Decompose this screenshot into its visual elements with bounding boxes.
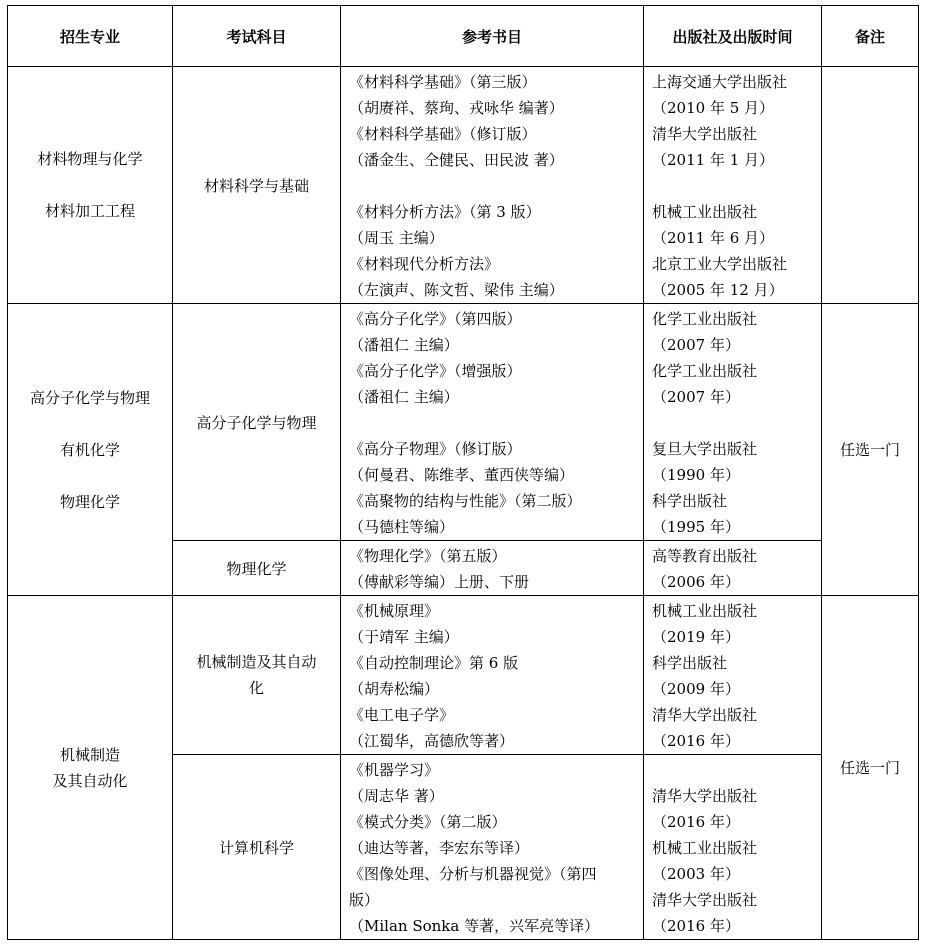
book-line: （潘金生、仝健民、田民波 著） — [349, 151, 564, 169]
book-line: （周玉 主编） — [349, 229, 444, 247]
header-note: 备注 — [822, 6, 919, 67]
book-line — [349, 173, 643, 199]
major-name: 高分子化学与物理 — [29, 388, 150, 407]
publisher-line: （2005 年 12 月） — [652, 281, 784, 299]
book-line: 《高聚物的结构与性能》（第二版） — [349, 492, 582, 510]
publisher-line: （2003 年） — [652, 865, 740, 883]
publisher-line: （2010 年 5 月） — [652, 99, 775, 117]
book-line: （潘祖仁 主编） — [349, 336, 459, 354]
publisher-line: （2011 年 6 月） — [652, 229, 775, 247]
publisher-line: 科学出版社 — [652, 654, 728, 672]
major-name: 机械制造 — [59, 745, 120, 764]
publisher-line: 北京工业大学出版社 — [652, 255, 788, 273]
note-cell — [822, 67, 919, 304]
book-line: 版） — [349, 891, 380, 909]
major-name: 材料物理与化学 — [37, 150, 143, 168]
major-cell — [8, 304, 173, 596]
publisher-line: 复旦大学出版社 — [652, 440, 758, 458]
subject-cell: 计算机科学 — [173, 755, 341, 940]
publisher-line: 机械工业出版社 — [652, 602, 758, 620]
publisher-line: （1995 年） — [652, 518, 740, 536]
admission-table — [7, 5, 919, 940]
subject-cell: 高分子化学与物理 — [173, 304, 341, 541]
books-cell — [341, 541, 644, 596]
books-cell — [341, 304, 644, 541]
subject-name-line: 化 — [248, 679, 264, 697]
book-line: （胡赓祥、蔡珣、戎咏华 编著） — [349, 99, 564, 117]
subject-cell: 材料科学与基础 — [173, 67, 341, 304]
book-line: 《材料科学基础》（修订版） — [349, 125, 537, 143]
book-line: （江蜀华，高德欣等著） — [349, 732, 515, 750]
book-line: （迪达等著，李宏东等译） — [349, 839, 530, 857]
books-cell — [341, 755, 644, 940]
publisher-line: 科学出版社 — [652, 492, 728, 510]
books-cell — [341, 596, 644, 755]
book-line: （马德柱等编） — [349, 518, 455, 536]
publisher-line: 化学工业出版社 — [652, 362, 758, 380]
header-subject: 考试科目 — [173, 6, 341, 67]
header-books: 参考书目 — [341, 6, 644, 67]
book-line: 《电工电子学》 — [349, 706, 455, 724]
book-line: （何曼君、陈维孝、董西侠等编） — [349, 466, 575, 484]
publisher-line: （2009 年） — [652, 680, 740, 698]
publisher-line — [652, 173, 821, 199]
major-cell — [8, 596, 173, 940]
book-line: 《机械原理》 — [349, 602, 440, 620]
book-line: （Milan Sonka 等著，兴军亮等译） — [349, 917, 600, 935]
header-row — [8, 6, 919, 67]
table-row — [8, 67, 919, 304]
book-line: 《图像处理、分析与机器视觉》（第四 — [349, 865, 597, 883]
book-line: 《材料分析方法》（第 3 版） — [349, 203, 541, 221]
publisher-line: （2011 年 1 月） — [652, 151, 775, 169]
subject-cell — [173, 596, 341, 755]
publisher-line: 上海交通大学出版社 — [652, 73, 788, 91]
subject-cell: 物理化学 — [173, 541, 341, 596]
publisher-line: 清华大学出版社 — [652, 706, 758, 724]
publisher-cell — [644, 596, 822, 755]
table-row — [8, 596, 919, 755]
publisher-cell — [644, 304, 822, 541]
publisher-line: 机械工业出版社 — [652, 839, 758, 857]
book-line: 《机器学习》 — [349, 761, 440, 779]
publisher-line: 清华大学出版社 — [652, 125, 758, 143]
book-line: 《物理化学》（第五版） — [349, 547, 507, 565]
book-line: 《自动控制理论》第 6 版 — [349, 654, 519, 672]
book-line: （左演声、陈文哲、梁伟 主编） — [349, 281, 564, 299]
publisher-cell — [644, 67, 822, 304]
major-name: 物理化学 — [59, 492, 120, 511]
major-cell — [8, 67, 173, 304]
publisher-line: 清华大学出版社 — [652, 787, 758, 805]
book-line — [349, 410, 643, 436]
book-line: （胡寿松编） — [349, 680, 440, 698]
publisher-cell — [644, 755, 822, 940]
books-cell — [341, 67, 644, 304]
publisher-cell — [644, 541, 822, 596]
book-line: （周志华 著） — [349, 787, 444, 805]
book-line: （潘祖仁 主编） — [349, 388, 459, 406]
book-line: 《模式分类》（第二版） — [349, 813, 507, 831]
book-line: （傅献彩等编）上册、下册 — [349, 573, 530, 591]
table-row — [8, 304, 919, 541]
header-publisher: 出版社及出版时间 — [644, 6, 822, 67]
book-line: 《材料科学基础》（第三版） — [349, 73, 537, 91]
publisher-line: （2007 年） — [652, 388, 740, 406]
book-line: （于靖军 主编） — [349, 628, 459, 646]
major-name: 材料加工工程 — [44, 202, 135, 220]
publisher-line: （2016 年） — [652, 732, 740, 750]
publisher-line: 高等教育出版社 — [652, 547, 758, 565]
book-line: 《高分子化学》（第四版） — [349, 310, 522, 328]
publisher-line — [652, 410, 821, 436]
publisher-line: 化学工业出版社 — [652, 310, 758, 328]
book-line: 《高分子化学》（增强版） — [349, 362, 522, 380]
subject-name-line: 机械制造及其自动 — [196, 653, 317, 671]
publisher-line: （1990 年） — [652, 466, 740, 484]
publisher-line: （2019 年） — [652, 628, 740, 646]
major-name: 有机化学 — [59, 440, 120, 459]
publisher-line: （2007 年） — [652, 336, 740, 354]
book-line: 《高分子物理》（修订版） — [349, 440, 522, 458]
publisher-line — [652, 757, 821, 783]
publisher-line: 机械工业出版社 — [652, 203, 758, 221]
book-line: 《材料现代分析方法》 — [349, 255, 500, 273]
note-cell: 任选一门 — [822, 596, 919, 940]
publisher-line: （2006 年） — [652, 573, 740, 591]
header-major: 招生专业 — [8, 6, 173, 67]
publisher-line: （2016 年） — [652, 917, 740, 935]
major-name: 及其自动化 — [52, 771, 128, 790]
publisher-line: （2016 年） — [652, 813, 740, 831]
publisher-line: 清华大学出版社 — [652, 891, 758, 909]
note-cell: 任选一门 — [822, 304, 919, 596]
